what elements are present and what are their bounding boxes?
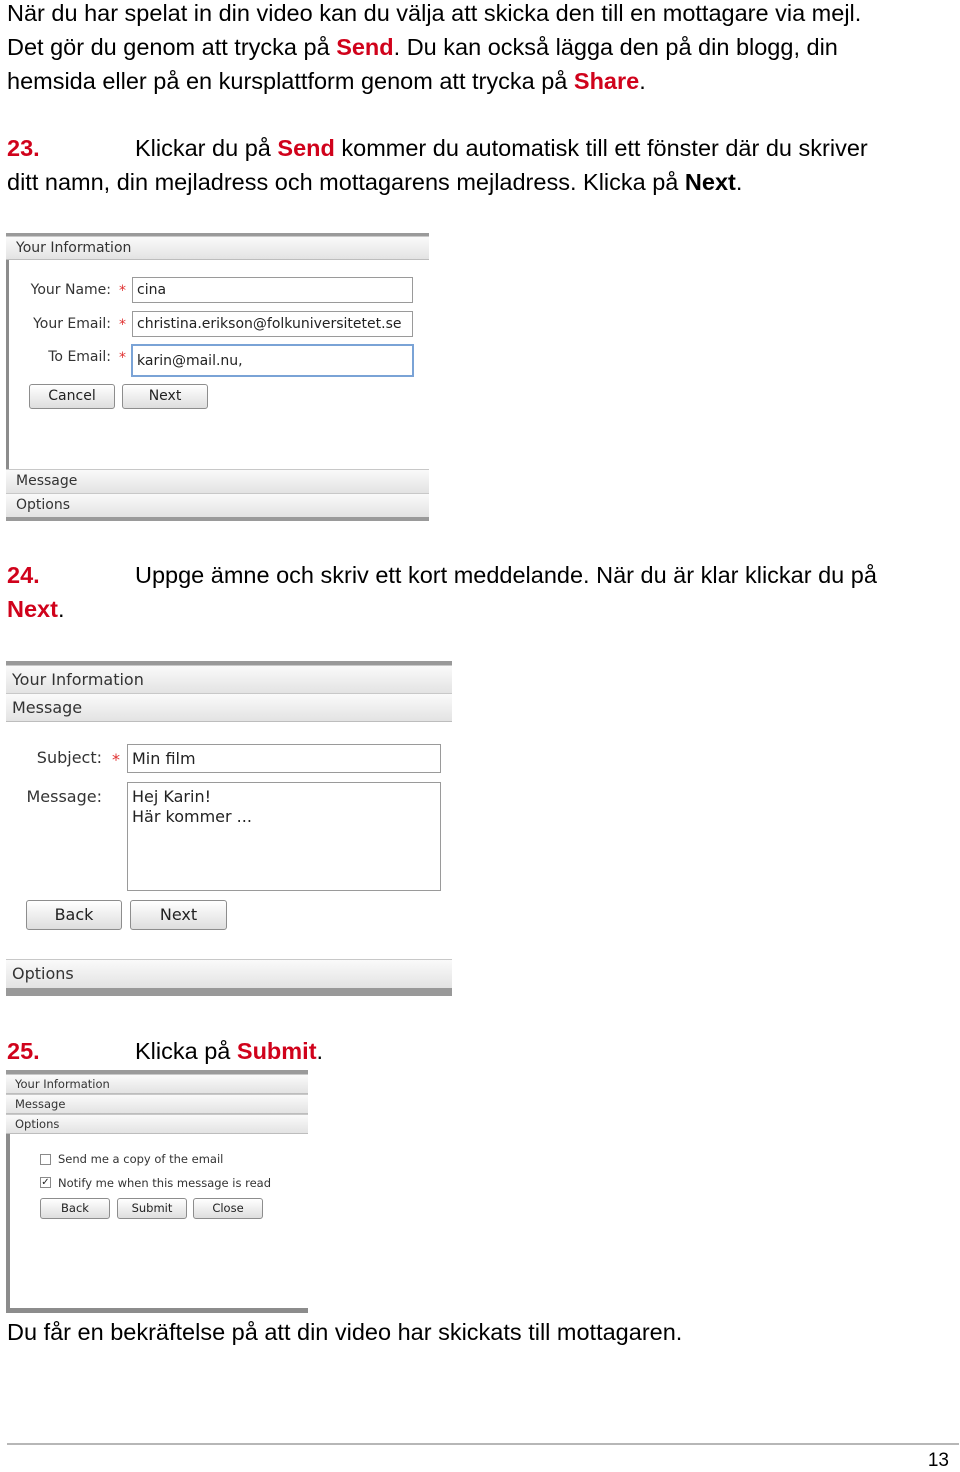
- close-button[interactable]: Close: [193, 1198, 263, 1219]
- section-options[interactable]: Options: [6, 1114, 308, 1134]
- cancel-button[interactable]: Cancel: [29, 384, 115, 409]
- your-email-label: Your Email:: [33, 316, 111, 332]
- your-name-input[interactable]: cina: [132, 277, 413, 303]
- step-23-number: 23.: [7, 135, 40, 161]
- subject-input[interactable]: Min film: [127, 744, 441, 773]
- required-mark: *: [119, 283, 126, 299]
- send-highlight: Send: [336, 34, 394, 60]
- section-options[interactable]: Options: [6, 493, 429, 518]
- section-message[interactable]: Message: [6, 1094, 308, 1114]
- section-options[interactable]: Options: [6, 959, 452, 989]
- step-23-text: Klickar du på Send kommer du automatisk till ett fönster där du skriver: [135, 135, 868, 161]
- step-23-line-2: ditt namn, din mejladress och mottagarens mejladress. Klicka på Next.: [7, 169, 743, 195]
- message-label: Message:: [26, 787, 102, 806]
- required-mark: *: [119, 317, 126, 333]
- step-25-text: Klicka på Submit.: [135, 1038, 324, 1064]
- step-24-number: 24.: [7, 562, 40, 588]
- closing-text: Du får en bekräftelse på att din video har skickats till mottagaren.: [7, 1319, 683, 1345]
- section-message[interactable]: Message: [6, 469, 429, 494]
- subject-label: Subject:: [36, 748, 102, 767]
- back-button[interactable]: Back: [26, 900, 122, 930]
- required-mark: *: [112, 750, 120, 769]
- section-your-information[interactable]: Your Information: [6, 236, 429, 260]
- section-your-information[interactable]: Your Information: [6, 1074, 308, 1094]
- step-24-line-2: Next.: [7, 596, 65, 622]
- intro-line-1: När du har spelat in din video kan du välja att skicka den till en mottagare via mejl.: [7, 0, 862, 26]
- screenshot-your-information-form: [6, 233, 429, 521]
- to-email-label: To Email:: [48, 349, 111, 365]
- to-email-input[interactable]: karin@mail.nu,: [131, 344, 414, 377]
- section-your-information[interactable]: Your Information: [6, 665, 452, 694]
- send-copy-checkbox[interactable]: [40, 1154, 51, 1165]
- submit-button[interactable]: Submit: [117, 1198, 187, 1219]
- page-number: 13: [927, 1450, 949, 1471]
- send-copy-label: Send me a copy of the email: [58, 1152, 224, 1166]
- required-mark: *: [119, 350, 126, 366]
- notify-read-checkbox[interactable]: ✓: [41, 1177, 50, 1188]
- intro-line-2: Det gör du genom att trycka på Send. Du kan också lägga den på din blogg, din: [7, 34, 838, 60]
- screenshot-message-form: [6, 661, 452, 996]
- back-button[interactable]: Back: [40, 1198, 110, 1219]
- footer-divider: [7, 1443, 959, 1445]
- notify-read-label: Notify me when this message is read: [58, 1176, 272, 1190]
- your-name-label: Your Name:: [30, 282, 111, 298]
- section-message[interactable]: Message: [6, 693, 452, 722]
- step-25-number: 25.: [7, 1038, 40, 1064]
- your-email-input[interactable]: christina.erikson@folkuniversitetet.se: [132, 311, 413, 337]
- next-button[interactable]: Next: [130, 900, 227, 930]
- next-button[interactable]: Next: [122, 384, 208, 409]
- screenshot-options-form: [6, 1070, 308, 1313]
- message-textarea[interactable]: Hej Karin! Här kommer ...: [127, 782, 441, 891]
- intro-line-3: hemsida eller på en kursplattform genom att trycka på Share.: [7, 68, 646, 94]
- share-highlight: Share: [573, 68, 640, 94]
- step-24-text: Uppge ämne och skriv ett kort meddelande. När du är klar klickar du på: [135, 562, 877, 588]
